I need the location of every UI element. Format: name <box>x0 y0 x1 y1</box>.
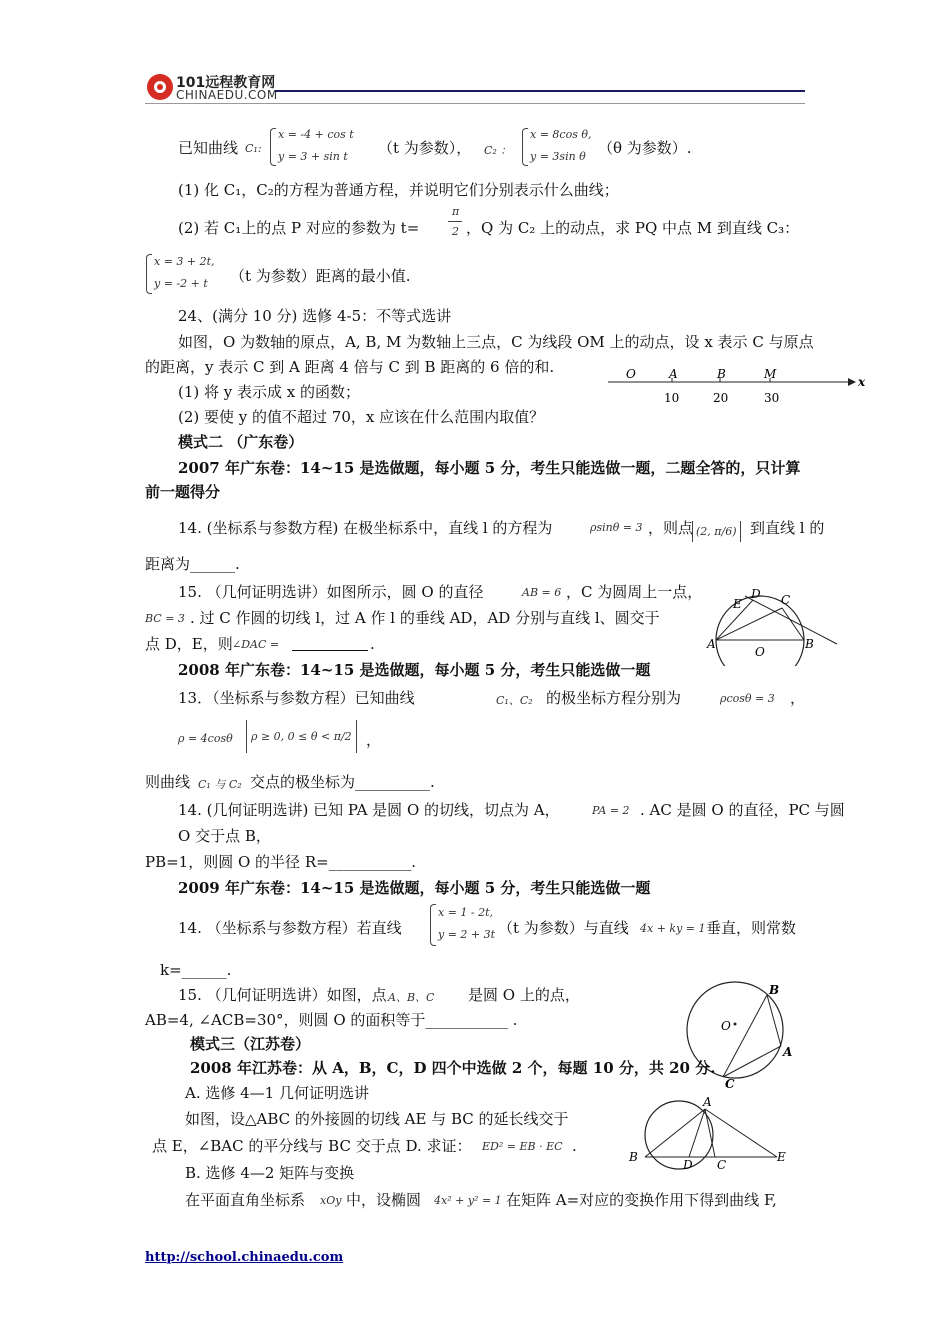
fig-label-C: C <box>725 1077 735 1090</box>
p24-title: 24、(满分 10 分) 选修 4-5：不等式选讲 <box>178 307 452 325</box>
p24-line1: 如图，O 为数轴的原点，A, B, M 为数轴上三点，C 为线段 OM 上的动点，设 x 表示 C 与原点 <box>178 333 814 351</box>
fig-label-O: O <box>721 1019 731 1033</box>
p23-c2-label: C₂ ： <box>484 144 512 157</box>
fig-label-A: A <box>703 1095 712 1109</box>
mode2-2007b: 前一题得分 <box>145 483 221 501</box>
header-rule-thin <box>145 103 805 104</box>
axis-value: 30 <box>764 391 780 405</box>
mode3-b-title: B. 选修 4—2 矩阵与变换 <box>185 1164 355 1182</box>
logo-icon <box>145 70 175 104</box>
p23-c3-eq2: y = -2 + t <box>154 277 208 290</box>
p23-q1: (1) 化 C₁，C₂的方程为普通方程，并说明它们分别表示什么曲线； <box>178 181 619 199</box>
y2009-p14c: 垂直，则常数 <box>706 919 797 937</box>
y2008-p13c: 则曲线 <box>145 773 191 791</box>
p23-q2c: （t 为参数）距离的最小值. <box>230 267 411 285</box>
p23-frac-num: π <box>452 205 460 218</box>
m2-p15c: . 过 C 作圆的切线 l，过 A 作 l 的垂线 AD，AD 分别与直线 l、圆交于 <box>190 609 660 627</box>
y2009-p15c: AB=4, ∠ACB=30°，则圆 O 的面积等于___________ . <box>145 1011 518 1029</box>
mode3-b1b: 中，设椭圆 <box>346 1191 422 1209</box>
p23-c1-label: C₁: <box>245 142 262 155</box>
brace <box>522 128 528 166</box>
p24-line2: 的距离，y 表示 C 到 A 距离 4 倍与 C 到 B 距离的 6 倍的和. <box>145 358 555 376</box>
fig-label-D: D <box>751 587 761 601</box>
y2008-p14-eq: PA = 2 <box>592 804 630 817</box>
y2008-p14b: . AC 是圆 O 的直径，PC 与圆 <box>640 801 845 819</box>
mode3-a2: 点 E，∠BAC 的平分线与 BC 交于点 D. 求证： <box>152 1137 472 1155</box>
axis-label-x: x <box>858 375 866 389</box>
mode3-2008: 2008 年江苏卷：从 A，B，C，D 四个中选做 2 个，每题 10 分，共 20 分. <box>190 1059 716 1077</box>
y2008-p13-cond: ρ ≥ 0, 0 ≤ θ < π/2 <box>246 720 357 753</box>
m2-p15-eq1: AB = 6 <box>522 586 562 599</box>
y2009-p14b: （t 为参数）与直线 <box>498 919 629 937</box>
m2-p15-eq2: BC = 3 <box>145 612 185 625</box>
p23-frac-den: 2 <box>452 225 459 238</box>
y2008-p13-eq1: ρcosθ = 3 <box>720 692 775 705</box>
axis-value: 20 <box>713 391 729 405</box>
y2009-title: 2009 年广东卷：14~15 是选做题，每小题 5 分，考生只能选做一题 <box>178 879 651 897</box>
logo-text: 101远程教育网 <box>176 75 276 91</box>
y2009-p14-eq3: 4x + ky = 1 <box>640 922 706 935</box>
p23-c1-eq2: y = 3 + sin t <box>278 150 348 163</box>
brace <box>146 254 152 294</box>
fig-label-E: E <box>733 597 742 611</box>
mode3-b1-eq: 4x² + y² = 1 <box>434 1194 502 1207</box>
m2-p14a: 14. (坐标系与参数方程) 在极坐标系中，直线 l 的方程为 <box>178 519 553 537</box>
fig-label-B: B <box>769 983 780 997</box>
m2-p15e: . <box>370 635 375 653</box>
p23-q2b: ，Q 为 C₂ 上的动点，求 PQ 中点 M 到直线 C₃： <box>466 219 800 237</box>
header-rule <box>275 90 805 92</box>
y2009-p14-eq1: x = 1 - 2t, <box>438 906 494 919</box>
y2009-p14a: 14. （坐标系与参数方程）若直线 <box>178 919 402 937</box>
fig-label-C: C <box>781 593 791 607</box>
y2008-p13-c2: C₁ 与 C₂ <box>198 778 242 791</box>
circle-tangent-figure <box>705 586 845 666</box>
m2-p15a: 15. （几何证明选讲）如图所示，圆 O 的直径 <box>178 583 484 601</box>
fig-label-A: A <box>783 1045 793 1059</box>
footer-link[interactable]: http://school.chinaedu.com <box>145 1250 344 1265</box>
fig-label-O: O <box>755 645 765 659</box>
y2008-title: 2008 年广东卷：14~15 是选做题，每小题 5 分，考生只能选做一题 <box>178 661 651 679</box>
mode3-a1: 如图，设△ABC 的外接圆的切线 AE 与 BC 的延长线交于 <box>185 1110 569 1128</box>
mode3-b1a: 在平面直角坐标系 <box>185 1191 306 1209</box>
y2009-p15b: 是圆 O 上的点， <box>468 986 580 1004</box>
frac-bar <box>448 221 462 222</box>
m2-p15b: ，C 为圆周上一点， <box>566 583 703 601</box>
fig-label-A: A <box>707 637 716 651</box>
mode3-a-end: . <box>572 1137 577 1155</box>
m2-p14-point: (2, π/6) <box>692 521 741 542</box>
comma: ， <box>790 689 806 707</box>
m2-p14c: 到直线 l 的 <box>750 519 825 537</box>
axis-label-B: B <box>717 367 726 381</box>
m2-p15-angle: ∠DAC = <box>232 638 280 651</box>
mode3-b1c: 在矩阵 A=对应的变换作用下得到曲线 F, <box>506 1191 777 1209</box>
p23-c2-param: （θ 为参数）. <box>598 139 692 157</box>
y2009-p15a: 15. （几何证明选讲）如图，点 <box>178 986 387 1004</box>
fig-label-B: B <box>805 637 814 651</box>
p23-intro: 已知曲线 <box>178 139 239 157</box>
answer-blank <box>292 650 368 651</box>
p23-c2-eq2: y = 3sin θ <box>530 150 586 163</box>
fig-label-E: E <box>777 1150 786 1164</box>
p23-c1-param: （t 为参数）， <box>378 139 472 157</box>
logo-subtext: CHINAEDU.COM <box>176 88 278 102</box>
y2008-p13-eq2: ρ = 4cosθ <box>178 732 233 745</box>
p24-q1: (1) 将 y 表示成 x 的函数； <box>178 383 361 401</box>
mode2-2007: 2007 年广东卷：14~15 是选做题，每小题 5 分，考生只能选做一题，二题全答的，只计算 <box>178 459 801 477</box>
axis-label-O: O <box>626 367 636 381</box>
p23-q2a: (2) 若 C₁上的点 P 对应的参数为 t= <box>178 219 420 237</box>
y2008-p14a: 14. (几何证明选讲) 已知 PA 是圆 O 的切线，切点为 A， <box>178 801 560 819</box>
p23-c3-eq1: x = 3 + 2t, <box>154 255 215 268</box>
y2009-p15-pts: A、B、C <box>388 991 435 1004</box>
brace <box>430 904 436 946</box>
mode3-title: 模式三（江苏卷） <box>190 1035 311 1053</box>
y2009-p14-eq2: y = 2 + 3t <box>438 928 496 941</box>
p24-q2: (2) 要使 y 的值不超过 70，x 应该在什么范围内取值？ <box>178 408 545 426</box>
y2009-p14d: k=______. <box>160 961 232 979</box>
m2-p14d: 距离为______. <box>145 555 240 573</box>
y2008-p13d: 交点的极坐标为__________. <box>250 773 435 791</box>
number-line-figure <box>600 362 870 408</box>
comma: ， <box>366 731 382 749</box>
y2008-p13-c: C₁、C₂ <box>496 694 533 707</box>
axis-value: 10 <box>664 391 680 405</box>
mode2-title: 模式二 （广东卷） <box>178 433 304 451</box>
mode3-b1-xoy: xOy <box>320 1194 342 1207</box>
mode3-a-eq: ED² = EB · EC <box>482 1140 563 1153</box>
y2008-p14d: PB=1，则圆 O 的半径 R=___________. <box>145 853 416 871</box>
fig-label-B: B <box>629 1150 638 1164</box>
m2-p14-eq: ρsinθ = 3 <box>590 521 643 534</box>
y2008-p13a: 13．（坐标系与参数方程）已知曲线 <box>178 689 415 707</box>
axis-label-A: A <box>669 367 678 381</box>
brace <box>270 128 276 166</box>
y2008-p14c: O 交于点 B， <box>178 827 271 845</box>
p23-c1-eq1: x = -4 + cos t <box>278 128 354 141</box>
p23-c2-eq1: x = 8cos θ, <box>530 128 592 141</box>
m2-p15d: 点 D，E，则 <box>145 635 233 653</box>
m2-p14b: ，则点 <box>648 519 694 537</box>
circumcircle-tangent-figure <box>625 1095 795 1171</box>
fig-label-D: D <box>683 1158 693 1171</box>
fig-label-C: C <box>717 1158 727 1171</box>
axis-label-M: M <box>764 367 777 381</box>
mode3-a-title: A. 选修 4—1 几何证明选讲 <box>185 1084 369 1102</box>
y2008-p13b: 的极坐标方程分别为 <box>546 689 682 707</box>
